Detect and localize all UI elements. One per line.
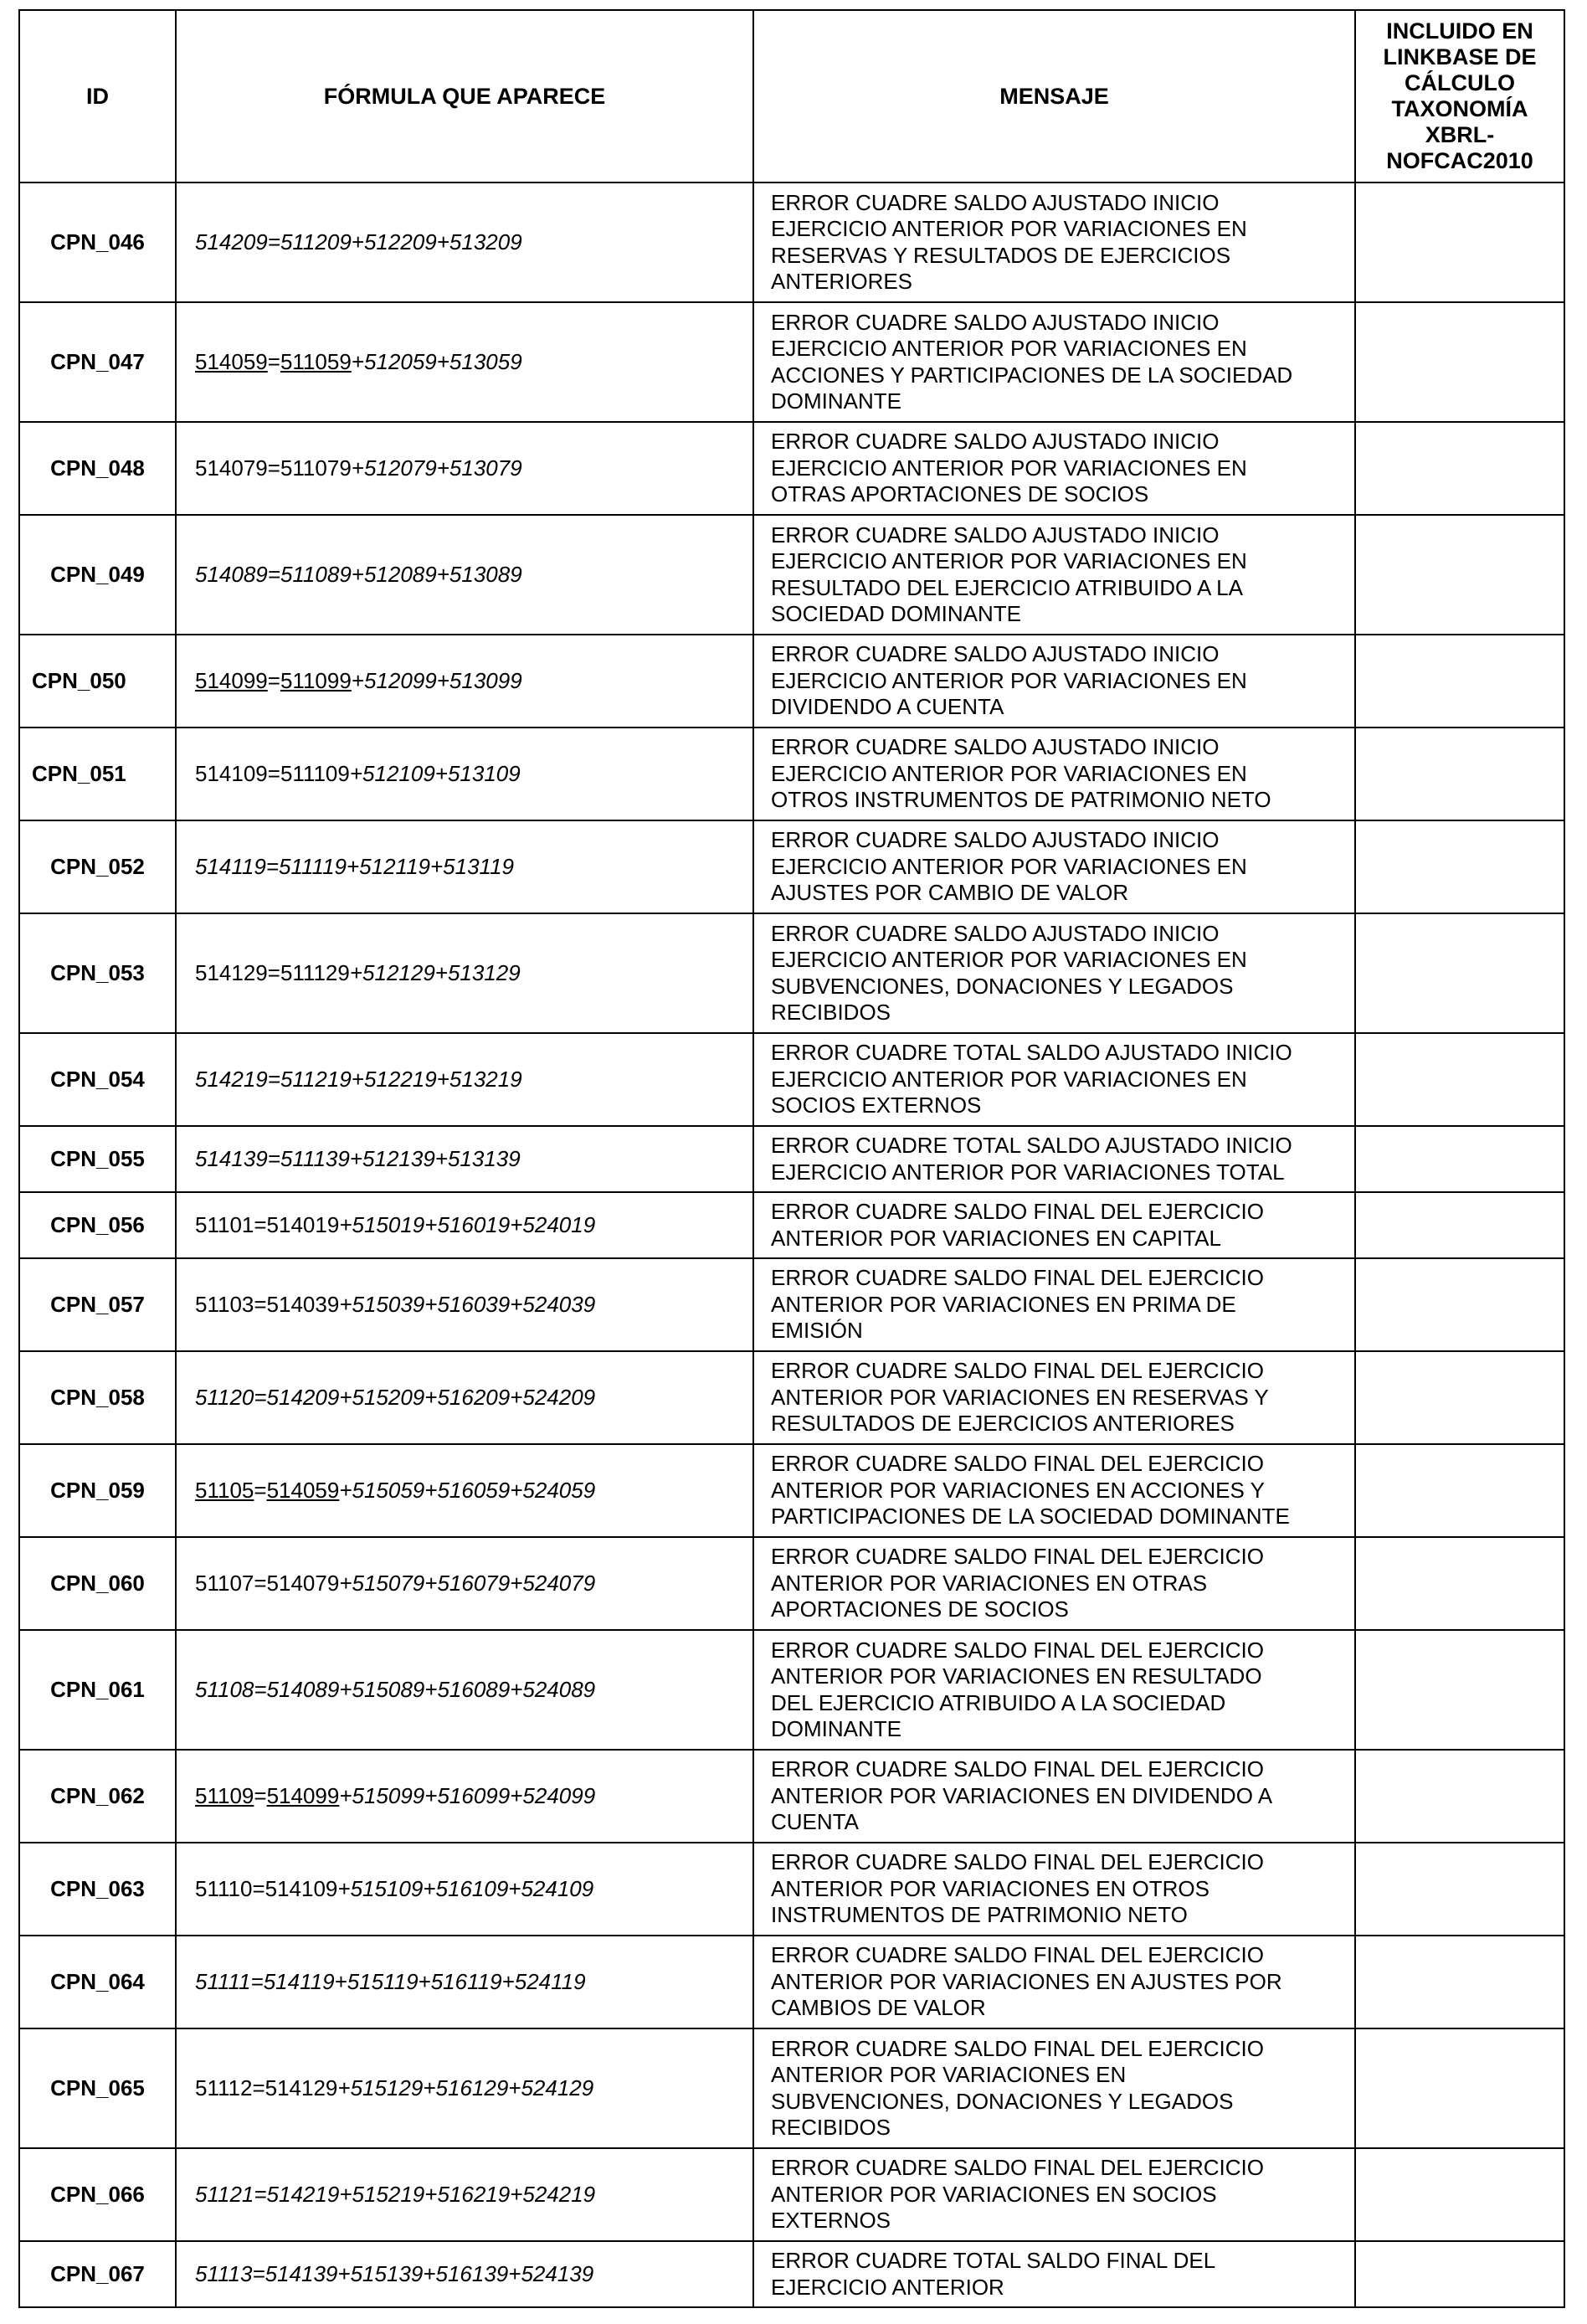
message-line: ERROR CUADRE SALDO AJUSTADO INICIO — [771, 734, 1220, 760]
table-row — [19, 515, 1564, 635]
table-row — [19, 1750, 1564, 1843]
rule-message — [753, 183, 1355, 302]
message-line: ERROR CUADRE SALDO FINAL DEL EJERCICIO — [771, 1199, 1264, 1224]
header-row — [19, 10, 1564, 183]
message-line: DIVIDENDO A CUENTA — [771, 694, 1004, 720]
message-line: EJERCICIO ANTERIOR POR VARIACIONES TOTAL — [771, 1159, 1285, 1185]
rule-id: CPN_050 — [19, 635, 176, 728]
table-row — [19, 2148, 1564, 2241]
included-cell — [1355, 1843, 1564, 1936]
formula-part: +515109+516109+524109 — [337, 1876, 594, 1901]
table-row — [19, 1351, 1564, 1444]
rule-id: CPN_059 — [19, 1444, 176, 1537]
rule-formula — [176, 302, 753, 422]
message-line: ERROR CUADRE SALDO FINAL DEL EJERCICIO — [771, 1637, 1264, 1663]
included-cell — [1355, 2241, 1564, 2307]
validation-rules-table — [18, 9, 1565, 2308]
table-row — [19, 820, 1564, 913]
formula-part: 514129=511129 — [195, 960, 350, 985]
rule-formula — [176, 1351, 753, 1444]
message-line: EJERCICIO ANTERIOR POR VARIACIONES EN — [771, 760, 1247, 786]
table-row — [19, 1630, 1564, 1750]
rule-message — [753, 913, 1355, 1033]
formula-part: 51111=514119+515119+516119+524119 — [195, 1969, 586, 1994]
included-cell — [1355, 2028, 1564, 2148]
formula-part: +515019+516019+524019 — [339, 1212, 596, 1237]
message-line: ERROR CUADRE SALDO FINAL DEL EJERCICIO — [771, 1451, 1264, 1477]
header-included-line: XBRL- — [1425, 122, 1495, 147]
formula-part: 514059 — [266, 1478, 340, 1503]
message-line: ANTERIOR POR VARIACIONES EN ACCIONES Y — [771, 1477, 1265, 1503]
table-row — [19, 422, 1564, 515]
formula-part: 511099 — [280, 668, 352, 693]
rule-id: CPN_046 — [19, 183, 176, 302]
rule-id: CPN_067 — [19, 2241, 176, 2307]
table-row — [19, 1033, 1564, 1126]
formula-part: = — [254, 1783, 267, 1808]
header-included — [1355, 10, 1564, 183]
message-line: ANTERIOR POR VARIACIONES EN — [771, 2062, 1127, 2087]
message-line: ANTERIOR POR VARIACIONES EN DIVIDENDO A — [771, 1782, 1273, 1808]
message-line: ANTERIOR POR VARIACIONES EN RESULTADO — [771, 1663, 1262, 1689]
formula-part: +512079+513079 — [351, 455, 522, 481]
rule-formula — [176, 1126, 753, 1192]
table-row — [19, 302, 1564, 422]
message-line: EJERCICIO ANTERIOR POR VARIACIONES EN — [771, 1066, 1247, 1092]
formula-part: 51110=514109 — [195, 1876, 338, 1901]
message-line: ANTERIOR POR VARIACIONES EN OTRAS — [771, 1570, 1208, 1596]
rule-formula — [176, 1843, 753, 1936]
message-line: RECIBIDOS — [771, 1000, 891, 1025]
included-cell — [1355, 1192, 1564, 1258]
included-cell — [1355, 1750, 1564, 1843]
formula-part: 514219=511219+512219+513219 — [195, 1067, 522, 1092]
rule-message — [753, 2148, 1355, 2241]
message-line: SUBVENCIONES, DONACIONES Y LEGADOS — [771, 2088, 1234, 2114]
formula-part: 51112=514129 — [195, 2075, 338, 2100]
rule-id: CPN_063 — [19, 1843, 176, 1936]
message-line: RESERVAS Y RESULTADOS DE EJERCICIOS — [771, 242, 1231, 268]
message-line: EJERCICIO ANTERIOR POR VARIACIONES EN — [771, 455, 1247, 481]
rule-formula — [176, 1750, 753, 1843]
rule-message — [753, 1936, 1355, 2028]
rule-formula — [176, 1630, 753, 1750]
message-line: EJERCICIO ANTERIOR POR VARIACIONES EN — [771, 947, 1247, 972]
formula-part: 51120=514209+515209+516209+524209 — [195, 1385, 596, 1410]
rule-message — [753, 1750, 1355, 1843]
message-line: CAMBIOS DE VALOR — [771, 1995, 986, 2021]
message-line: ERROR CUADRE SALDO FINAL DEL EJERCICIO — [771, 1849, 1264, 1875]
formula-part: +512099+513099 — [351, 668, 522, 693]
message-line: ERROR CUADRE TOTAL SALDO FINAL DEL — [771, 2248, 1216, 2273]
message-line: ANTERIOR POR VARIACIONES EN AJUSTES POR — [771, 1968, 1282, 1994]
formula-part: 51113=514139+515139+516139+524139 — [195, 2261, 594, 2286]
message-line: EJERCICIO ANTERIOR POR VARIACIONES EN — [771, 548, 1247, 573]
message-line: ERROR CUADRE SALDO AJUSTADO INICIO — [771, 827, 1220, 853]
rule-formula — [176, 1936, 753, 2028]
included-cell — [1355, 515, 1564, 635]
included-cell — [1355, 913, 1564, 1033]
rule-message — [753, 1126, 1355, 1192]
formula-part: 514139=511139+512139+513139 — [195, 1146, 521, 1171]
table-row — [19, 2028, 1564, 2148]
message-line: EJERCICIO ANTERIOR POR VARIACIONES EN — [771, 336, 1247, 361]
table-row — [19, 1936, 1564, 2028]
message-line: SUBVENCIONES, DONACIONES Y LEGADOS — [771, 973, 1234, 999]
rule-id: CPN_051 — [19, 728, 176, 820]
formula-part: 51109 — [195, 1783, 254, 1808]
rule-message — [753, 1258, 1355, 1351]
message-line: ANTERIOR POR VARIACIONES EN CAPITAL — [771, 1225, 1221, 1251]
formula-part: 511059 — [280, 349, 352, 374]
rule-formula — [176, 1192, 753, 1258]
included-cell — [1355, 1444, 1564, 1537]
included-cell — [1355, 820, 1564, 913]
table-row — [19, 635, 1564, 728]
formula-part: +515129+516129+524129 — [337, 2075, 594, 2100]
message-line: ERROR CUADRE SALDO FINAL DEL EJERCICIO — [771, 1358, 1264, 1384]
message-line: EMISIÓN — [771, 1318, 863, 1344]
message-line: ERROR CUADRE TOTAL SALDO AJUSTADO INICIO — [771, 1040, 1292, 1066]
table-row — [19, 1192, 1564, 1258]
message-line: PARTICIPACIONES DE LA SOCIEDAD DOMINANTE — [771, 1504, 1290, 1530]
rule-message — [753, 1192, 1355, 1258]
rule-id: CPN_052 — [19, 820, 176, 913]
included-cell — [1355, 183, 1564, 302]
message-line: ERROR CUADRE SALDO FINAL DEL EJERCICIO — [771, 1544, 1264, 1570]
rule-message — [753, 1444, 1355, 1537]
rule-message — [753, 728, 1355, 820]
formula-part: +512109+513109 — [349, 761, 521, 786]
rule-id: CPN_065 — [19, 2028, 176, 2148]
included-cell — [1355, 635, 1564, 728]
formula-part: +515099+516099+524099 — [339, 1783, 596, 1808]
header-included-line: INCLUIDO EN — [1386, 18, 1533, 44]
rule-id: CPN_060 — [19, 1537, 176, 1630]
formula-part: +515039+516039+524039 — [339, 1292, 596, 1317]
included-cell — [1355, 1033, 1564, 1126]
rule-message — [753, 515, 1355, 635]
table-row — [19, 728, 1564, 820]
message-line: ERROR CUADRE SALDO FINAL DEL EJERCICIO — [771, 2155, 1264, 2181]
rule-message — [753, 2241, 1355, 2307]
message-line: ANTERIORES — [771, 269, 913, 294]
rule-message — [753, 1351, 1355, 1444]
rule-formula — [176, 2241, 753, 2307]
message-line: ERROR CUADRE SALDO AJUSTADO INICIO — [771, 429, 1220, 455]
rule-id: CPN_053 — [19, 913, 176, 1033]
rule-formula — [176, 1537, 753, 1630]
rule-id: CPN_058 — [19, 1351, 176, 1444]
header-included-line: LINKBASE DE — [1383, 44, 1537, 69]
rule-message — [753, 302, 1355, 422]
rule-message — [753, 635, 1355, 728]
rule-message — [753, 1843, 1355, 1936]
included-cell — [1355, 1258, 1564, 1351]
rule-formula — [176, 183, 753, 302]
included-cell — [1355, 2148, 1564, 2241]
included-cell — [1355, 302, 1564, 422]
rule-id: CPN_047 — [19, 302, 176, 422]
message-line: AJUSTES POR CAMBIO DE VALOR — [771, 880, 1129, 906]
table-body — [19, 183, 1564, 2307]
message-line: OTROS INSTRUMENTOS DE PATRIMONIO NETO — [771, 787, 1271, 813]
formula-part: 514099 — [195, 668, 268, 693]
message-line: APORTACIONES DE SOCIOS — [771, 1596, 1069, 1622]
table-row — [19, 183, 1564, 302]
rule-id: CPN_055 — [19, 1126, 176, 1192]
message-line: CUENTA — [771, 1809, 859, 1835]
message-line: ERROR CUADRE SALDO FINAL DEL EJERCICIO — [771, 1756, 1264, 1782]
rule-message — [753, 2028, 1355, 2148]
rule-formula — [176, 728, 753, 820]
message-line: ANTERIOR POR VARIACIONES EN SOCIOS — [771, 2181, 1217, 2207]
rule-formula — [176, 913, 753, 1033]
message-line: INSTRUMENTOS DE PATRIMONIO NETO — [771, 1902, 1188, 1928]
formula-part: 51107=514079 — [195, 1571, 340, 1596]
message-line: EJERCICIO ANTERIOR — [771, 2274, 1004, 2300]
rule-formula — [176, 1033, 753, 1126]
formula-part: +512059+513059 — [351, 349, 522, 374]
table-row — [19, 1126, 1564, 1192]
rule-id: CPN_056 — [19, 1192, 176, 1258]
rule-message — [753, 820, 1355, 913]
formula-part: = — [267, 349, 280, 374]
message-line: ACCIONES Y PARTICIPACIONES DE LA SOCIEDAD — [771, 362, 1293, 388]
message-line: ANTERIOR POR VARIACIONES EN OTROS — [771, 1875, 1210, 1901]
formula-part: 51105 — [195, 1478, 254, 1503]
formula-part: 514089=511089+512089+513089 — [195, 562, 522, 587]
message-line: ERROR CUADRE SALDO AJUSTADO INICIO — [771, 641, 1220, 667]
message-line: ANTERIOR POR VARIACIONES EN PRIMA DE — [771, 1291, 1236, 1317]
included-cell — [1355, 1537, 1564, 1630]
table-row — [19, 2241, 1564, 2307]
formula-part: = — [254, 1478, 267, 1503]
message-line: ERROR CUADRE SALDO FINAL DEL EJERCICIO — [771, 2035, 1264, 2061]
rule-formula — [176, 1444, 753, 1537]
formula-part: 514119=511119+512119+513119 — [195, 854, 515, 879]
rule-message — [753, 1630, 1355, 1750]
formula-part: 51108=514089+515089+516089+524089 — [195, 1677, 596, 1702]
message-line: ERROR CUADRE SALDO FINAL DEL EJERCICIO — [771, 1265, 1264, 1291]
message-line: ERROR CUADRE SALDO FINAL DEL EJERCICIO — [771, 1942, 1264, 1968]
message-line: RESULTADOS DE EJERCICIOS ANTERIORES — [771, 1411, 1235, 1437]
included-cell — [1355, 422, 1564, 515]
rule-formula — [176, 2028, 753, 2148]
formula-part: 51101=514019 — [195, 1212, 340, 1237]
rule-formula — [176, 2148, 753, 2241]
rule-formula — [176, 515, 753, 635]
formula-part: 514079=511079 — [195, 455, 352, 481]
rule-formula — [176, 422, 753, 515]
rule-message — [753, 1033, 1355, 1126]
header-included-line: NOFCAC2010 — [1386, 148, 1533, 173]
message-line: ANTERIOR POR VARIACIONES EN RESERVAS Y — [771, 1384, 1269, 1410]
formula-part: 51103=514039 — [195, 1292, 340, 1317]
message-line: EJERCICIO ANTERIOR POR VARIACIONES EN — [771, 216, 1247, 241]
formula-part: 51121=514219+515219+516219+524219 — [195, 2182, 596, 2207]
table-row — [19, 913, 1564, 1033]
rule-id: CPN_049 — [19, 515, 176, 635]
formula-part: 514099 — [266, 1783, 340, 1808]
message-line: RECIBIDOS — [771, 2115, 891, 2140]
rule-id: CPN_062 — [19, 1750, 176, 1843]
message-line: ERROR CUADRE SALDO AJUSTADO INICIO — [771, 522, 1220, 548]
message-line: ERROR CUADRE SALDO AJUSTADO INICIO — [771, 920, 1220, 946]
rule-id: CPN_061 — [19, 1630, 176, 1750]
rule-id: CPN_057 — [19, 1258, 176, 1351]
message-line: DOMINANTE — [771, 388, 901, 414]
included-cell — [1355, 1936, 1564, 2028]
message-line: RESULTADO DEL EJERCICIO ATRIBUIDO A LA — [771, 574, 1243, 600]
table-row — [19, 1258, 1564, 1351]
message-line: ERROR CUADRE TOTAL SALDO AJUSTADO INICIO — [771, 1133, 1292, 1158]
included-cell — [1355, 1630, 1564, 1750]
header-id: ID — [19, 10, 176, 183]
message-line: EJERCICIO ANTERIOR POR VARIACIONES EN — [771, 667, 1247, 693]
included-cell — [1355, 728, 1564, 820]
message-line: ERROR CUADRE SALDO AJUSTADO INICIO — [771, 309, 1220, 335]
message-line: EJERCICIO ANTERIOR POR VARIACIONES EN — [771, 853, 1247, 879]
table-row — [19, 1843, 1564, 1936]
formula-part: 514109=511109 — [195, 761, 350, 786]
header-formula: FÓRMULA QUE APARECE — [176, 10, 753, 183]
formula-part: = — [267, 668, 280, 693]
header-included-line: TAXONOMÍA — [1391, 96, 1528, 121]
header-included-line: CÁLCULO — [1405, 70, 1515, 95]
message-line: OTRAS APORTACIONES DE SOCIOS — [771, 481, 1149, 507]
rule-formula — [176, 1258, 753, 1351]
formula-part: +515059+516059+524059 — [339, 1478, 596, 1503]
table-row — [19, 1537, 1564, 1630]
formula-part: 514059 — [195, 349, 268, 374]
message-line: ERROR CUADRE SALDO AJUSTADO INICIO — [771, 189, 1220, 215]
table-row — [19, 1444, 1564, 1537]
rule-id: CPN_064 — [19, 1936, 176, 2028]
message-line: SOCIOS EXTERNOS — [771, 1093, 982, 1118]
rule-id: CPN_066 — [19, 2148, 176, 2241]
included-cell — [1355, 1351, 1564, 1444]
message-line: DEL EJERCICIO ATRIBUIDO A LA SOCIEDAD — [771, 1689, 1226, 1715]
included-cell — [1355, 1126, 1564, 1192]
formula-part: 514209=511209+512209+513209 — [195, 229, 522, 255]
message-line: DOMINANTE — [771, 1716, 901, 1741]
rule-formula — [176, 635, 753, 728]
rule-formula — [176, 820, 753, 913]
rule-id: CPN_054 — [19, 1033, 176, 1126]
formula-part: +512129+513129 — [349, 960, 521, 985]
message-line: SOCIEDAD DOMINANTE — [771, 601, 1022, 626]
header-message: MENSAJE — [753, 10, 1355, 183]
rule-message — [753, 422, 1355, 515]
rule-id: CPN_048 — [19, 422, 176, 515]
message-line: EXTERNOS — [771, 2208, 891, 2234]
rule-message — [753, 1537, 1355, 1630]
formula-part: +515079+516079+524079 — [339, 1571, 596, 1596]
